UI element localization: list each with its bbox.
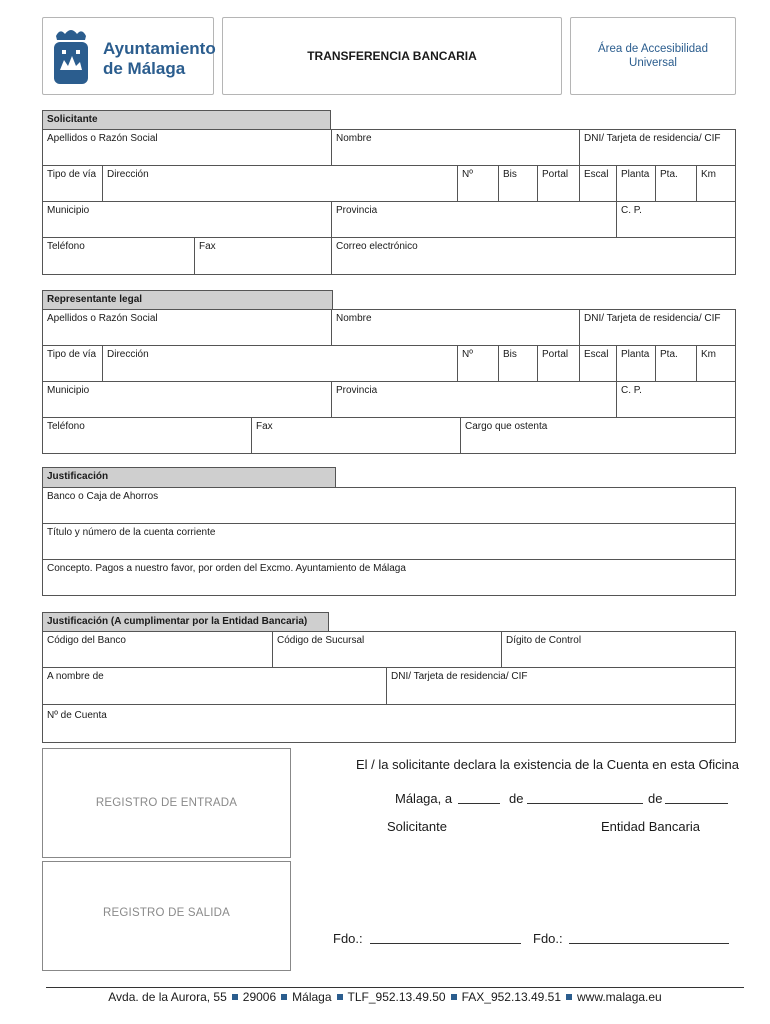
sol-planta-field[interactable]: Planta xyxy=(616,165,656,202)
footer-cp: 29006 xyxy=(242,990,277,1004)
lugar-label: Málaga, a xyxy=(395,791,453,806)
rep-escal-field[interactable]: Escal xyxy=(579,345,617,382)
bullet-square-icon xyxy=(566,994,572,1000)
registro-entrada-box: REGISTRO DE ENTRADA xyxy=(42,748,291,858)
dia-line[interactable] xyxy=(458,803,500,804)
rep-portal-field[interactable]: Portal xyxy=(537,345,580,382)
footer-divider xyxy=(46,987,744,988)
ent-codigo-sucursal-field[interactable]: Código de Sucursal xyxy=(272,631,502,668)
de-label-1: de xyxy=(509,791,524,806)
title-box xyxy=(222,17,562,95)
representante-heading: Representante legal xyxy=(42,290,333,310)
declaracion-text: El / la solicitante declara la existencia de la Cuenta en esta Oficina xyxy=(356,757,739,772)
ent-digito-control-field[interactable]: Dígito de Control xyxy=(501,631,736,668)
registro-salida-box: REGISTRO DE SALIDA xyxy=(42,861,291,971)
sol-telefono-field[interactable]: Teléfono xyxy=(42,237,195,275)
fdo-line-2[interactable] xyxy=(569,943,729,944)
sol-municipio-field[interactable]: Municipio xyxy=(42,201,332,238)
bullet-square-icon xyxy=(232,994,238,1000)
rep-planta-field[interactable]: Planta xyxy=(616,345,656,382)
rep-provincia-field[interactable]: Provincia xyxy=(331,381,617,418)
de-label-2: de xyxy=(648,791,663,806)
sol-dni-field[interactable]: DNI/ Tarjeta de residencia/ CIF xyxy=(579,129,736,166)
rep-municipio-field[interactable]: Municipio xyxy=(42,381,332,418)
footer-city: Málaga xyxy=(292,990,332,1004)
ent-num-cuenta-field[interactable]: Nº de Cuenta xyxy=(42,704,736,743)
rep-direccion-field[interactable]: Dirección xyxy=(102,345,458,382)
area-box xyxy=(570,17,736,95)
justificacion-heading: Justificación xyxy=(42,467,336,488)
sol-tipo-via-field[interactable]: Tipo de vía xyxy=(42,165,103,202)
rep-cp-field[interactable]: C. P. xyxy=(616,381,736,418)
fdo-line-1[interactable] xyxy=(370,943,521,944)
mes-line[interactable] xyxy=(527,803,643,804)
rep-fax-field[interactable]: Fax xyxy=(251,417,461,454)
sol-apellidos-field[interactable]: Apellidos o Razón Social xyxy=(42,129,332,166)
footer-address: Avda. de la Aurora, 55 xyxy=(108,990,227,1004)
sol-cp-field[interactable]: C. P. xyxy=(616,201,736,238)
rep-apellidos-field[interactable]: Apellidos o Razón Social xyxy=(42,309,332,346)
entidad-bancaria-label: Entidad Bancaria xyxy=(601,819,701,834)
entidad-heading: Justificación (A cumplimentar por la Entidad Bancaria) xyxy=(42,612,329,632)
jus-banco-field[interactable]: Banco o Caja de Ahorros xyxy=(42,487,736,524)
rep-telefono-field[interactable]: Teléfono xyxy=(42,417,252,454)
sol-pta-field[interactable]: Pta. xyxy=(655,165,697,202)
sol-bis-field[interactable]: Bis xyxy=(498,165,538,202)
anio-line[interactable] xyxy=(665,803,728,804)
fdo-label-2: Fdo.: xyxy=(533,931,563,946)
sol-numero-field[interactable]: Nº xyxy=(457,165,499,202)
sol-correo-field[interactable]: Correo electrónico xyxy=(331,237,736,275)
ent-dni-field[interactable]: DNI/ Tarjeta de residencia/ CIF xyxy=(386,667,736,705)
fdo-label-1: Fdo.: xyxy=(333,931,363,946)
jus-concepto-field[interactable]: Concepto. Pagos a nuestro favor, por orden del Excmo. Ayuntamiento de Málaga xyxy=(42,559,736,596)
logo-box xyxy=(42,17,214,95)
area-line-2: Universal xyxy=(629,57,677,69)
rep-km-field[interactable]: Km xyxy=(696,345,736,382)
logo-line-2: de Málaga xyxy=(103,59,186,78)
rep-numero-field[interactable]: Nº xyxy=(457,345,499,382)
bullet-square-icon xyxy=(281,994,287,1000)
sol-portal-field[interactable]: Portal xyxy=(537,165,580,202)
rep-nombre-field[interactable]: Nombre xyxy=(331,309,580,346)
footer-tlf: TLF_952.13.49.50 xyxy=(347,990,446,1004)
solicitante-label: Solicitante xyxy=(387,819,447,834)
solicitante-heading: Solicitante xyxy=(42,110,331,130)
sol-escal-field[interactable]: Escal xyxy=(579,165,617,202)
bullet-square-icon xyxy=(337,994,343,1000)
footer-web-link[interactable]: www.malaga.eu xyxy=(577,990,662,1004)
rep-pta-field[interactable]: Pta. xyxy=(655,345,697,382)
ent-a-nombre-field[interactable]: A nombre de xyxy=(42,667,387,705)
ent-codigo-banco-field[interactable]: Código del Banco xyxy=(42,631,273,668)
sol-fax-field[interactable]: Fax xyxy=(194,237,332,275)
rep-bis-field[interactable]: Bis xyxy=(498,345,538,382)
coat-of-arms-icon xyxy=(50,26,92,88)
sol-direccion-field[interactable]: Dirección xyxy=(102,165,458,202)
rep-tipo-via-field[interactable]: Tipo de vía xyxy=(42,345,103,382)
sol-km-field[interactable]: Km xyxy=(696,165,736,202)
sol-provincia-field[interactable]: Provincia xyxy=(331,201,617,238)
bullet-square-icon xyxy=(451,994,457,1000)
footer-info xyxy=(0,990,770,1004)
area-line-1: Área de Accesibilidad xyxy=(598,43,708,55)
sol-nombre-field[interactable]: Nombre xyxy=(331,129,580,166)
rep-dni-field[interactable]: DNI/ Tarjeta de residencia/ CIF xyxy=(579,309,736,346)
footer-fax: FAX_952.13.49.51 xyxy=(461,990,562,1004)
jus-titulo-field[interactable]: Título y número de la cuenta corriente xyxy=(42,523,736,560)
page-title: TRANSFERENCIA BANCARIA xyxy=(307,49,477,63)
logo-line-1: Ayuntamiento xyxy=(103,39,216,58)
rep-cargo-field[interactable]: Cargo que ostenta xyxy=(460,417,736,454)
